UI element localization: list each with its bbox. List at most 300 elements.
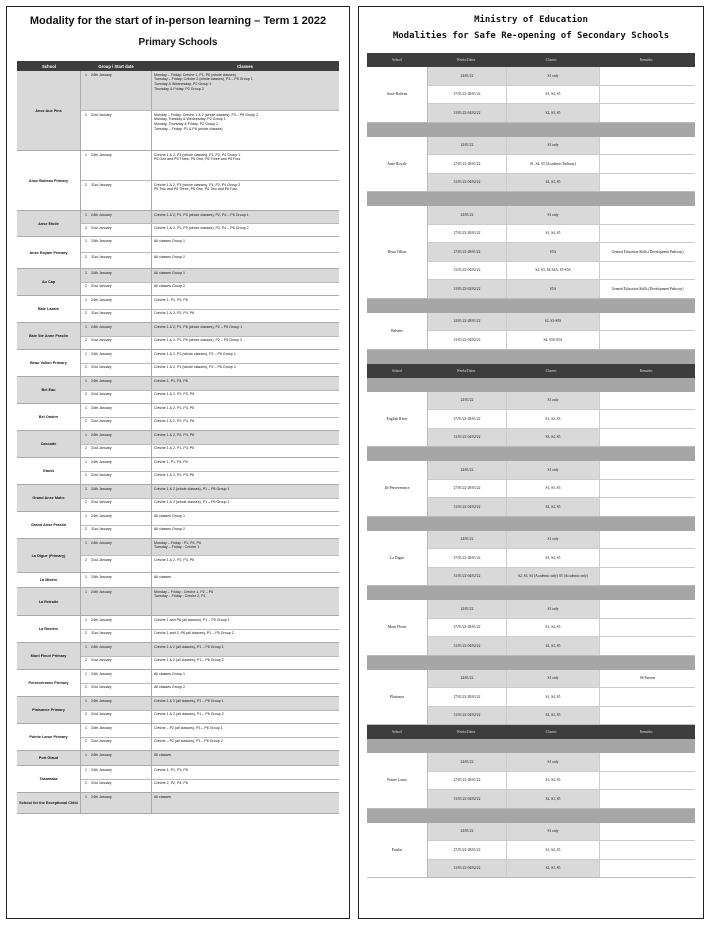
table-row [81,724,339,738]
secondary-table-header [367,725,695,739]
group-number: 2 [85,365,87,369]
classes-text: S2, S3-S5S [507,313,600,331]
week-dates: 24/01/22-28/01/22 [428,313,507,331]
classes-text: S1, S4, S5 [507,619,600,637]
remarks-text [600,619,695,637]
classes-text: S1, S4, S5 [507,225,600,243]
school-group [17,766,339,793]
remarks-text [600,262,695,280]
remarks-text [600,461,695,479]
school-group [17,404,339,431]
start-date: 31st January [91,526,152,539]
classes-text: S1, S4, S5 [507,772,600,790]
school-name: Bel Eau [17,377,81,403]
header-weeks-dates: Weeks/Dates [456,730,476,734]
section-divider [367,739,695,753]
week-dates: 27/01/22-28/01/22 [428,772,507,790]
classes-text: All classes [154,574,171,579]
classes-text: S5A [507,280,600,298]
classes-text: Crèche – P2 (all classes), P3 – P6 Group 1 [154,725,223,730]
classes-text: All classes Group 2 [154,254,185,259]
remarks-text [600,410,695,428]
remarks-text [600,313,695,331]
remarks-text [600,225,695,243]
table-row [81,151,339,181]
table-row [428,155,695,174]
table-row [81,670,339,684]
classes-text: Crèche 1 & 2, P2, P3, P5 [154,557,195,562]
remarks-text [600,155,695,173]
table-row [81,485,339,499]
table-row [428,480,695,499]
group-number: 2 [85,712,87,716]
start-date: 24th January [91,151,152,180]
group-number: 2 [85,225,87,230]
school-name: Au Cap [17,269,81,295]
school-group [367,137,695,193]
table-row [81,526,339,539]
start-date: 24th January [91,485,152,498]
start-date: 24th January [91,643,152,656]
table-row [428,600,695,619]
group-number: 1 [85,459,87,464]
table-row [81,738,339,751]
start-date: 31st January [91,472,152,485]
classes-text: S1, S4, S5 [507,86,600,104]
remarks-text [600,429,695,447]
table-row [428,772,695,791]
group-number: 1 [85,767,87,772]
school-group [367,313,695,350]
remarks-text: S6 Parents [600,670,695,688]
classes-text: Monday – Friday : P1, P4, P6 Tuesday – Friday : Crèche 1 [154,540,201,550]
group-number: 2 [85,527,87,531]
school-group [367,670,695,726]
section-divider [367,656,695,670]
classes-text: All classes Group 2 [154,685,185,689]
table-row [428,637,695,655]
table-row [81,431,339,445]
start-date: 31st January [91,181,152,210]
ministry-title: Ministry of Education [474,15,588,25]
table-row [81,350,339,364]
table-row [428,498,695,516]
classes-text: S2, S3, S5 [507,790,600,808]
start-date: 31st January [91,391,152,404]
school-name: La Digue (Primary) [17,539,81,572]
school-group [367,823,695,879]
start-date: 31st January [91,418,152,431]
start-date: 24th January [91,71,152,110]
remarks-text [600,498,695,516]
school-name: Anse Royale Primary [17,237,81,268]
group-number: 2 [85,557,87,562]
remarks-text [600,841,695,859]
start-date: 24th January [91,237,152,252]
classes-text: S1, S3, S5 [507,480,600,498]
classes-text: Crèche 1 and 2, P6 (all classes), P1 – P5 Group 2 [154,631,234,635]
start-date: 31st January [91,224,152,236]
table-row [81,71,339,111]
start-date: 24th January [91,404,152,417]
school-group [17,512,339,539]
week-dates: 27/01/22-28/01/22 [428,841,507,859]
group-number: 2 [85,182,87,187]
section-divider [367,299,695,313]
remarks-text [600,790,695,808]
school-group [17,588,339,616]
start-date: 31st January [91,780,152,793]
remarks-text [600,549,695,567]
secondary-schools-page [358,6,704,919]
start-date: 24th January [91,724,152,737]
remarks-text [600,480,695,498]
header-group-start-date: Group / Start date [98,63,134,69]
classes-text: Crèche 1 & 2 (all classes), P1 – P6 Group 1 [154,698,224,703]
classes-text: S1 only [507,392,600,410]
secondary-page-subtitle: Modalities for Safe Re-opening of Secondary Schools [392,31,670,41]
school-name: English River [367,392,428,447]
table-row [81,556,339,572]
remarks-text: General Education Skills (Development Pathway) [600,243,695,261]
primary-page-subtitle: Primary Schools [138,37,218,48]
remarks-text [600,206,695,224]
school-name: La Digue [367,531,428,586]
week-dates: 27/01/22-28/01/22 [428,688,507,706]
table-row [81,310,339,323]
section-divider [367,517,695,531]
classes-text: Crèche 1 & 2, P1 (whole classes), P2 – P6 Group 1 [154,351,236,356]
classes-text: Crèche 1, P1, P3, P5 [154,297,188,302]
table-row [428,429,695,447]
table-row [81,323,339,337]
classes-text: Crèche 1 & 2, P1, P6 (whole classes), P2 – P5 Group 2 [154,338,243,342]
section-divider [367,447,695,461]
table-row [428,67,695,86]
school-group [17,237,339,269]
table-row [81,181,339,210]
classes-text: Crèche 1 & 2, P2, P4, P6 [154,432,195,437]
start-date: 31st January [91,711,152,724]
table-row [428,280,695,298]
week-dates: 31/01/22-04/02/22 [428,637,507,655]
week-dates: 31/01/22-04/02/22 [428,104,507,122]
school-group [17,697,339,724]
school-group [17,211,339,237]
table-row [81,512,339,526]
group-number: 1 [85,72,87,77]
school-name: La Retraite [17,588,81,615]
classes-text: Crèche 1 & 2, P1, P3 (whole classes), P2, P4 – P6 Group 1 [154,212,249,217]
week-dates: 27/01/22-28/01/22 [428,243,507,261]
start-date: 24th January [91,431,152,444]
week-dates: 24/01/22 [428,531,507,549]
classes-text: S1 only [507,461,600,479]
table-row [428,619,695,638]
remarks-text [600,531,695,549]
school-name: Plaisance Primary [17,697,81,723]
week-dates: 24/01/22 [428,392,507,410]
table-row [81,711,339,724]
table-row [428,225,695,244]
table-row [81,391,339,404]
school-group [17,485,339,512]
table-row [81,643,339,657]
week-dates: 31/01/22-04/02/22 [428,790,507,808]
classes-text: All classes [154,752,171,757]
school-name: Mont Fleuri [367,600,428,655]
school-name: Grand Anse Praslin [17,512,81,538]
start-date: 24th January [91,458,152,471]
group-number: 1 [85,644,87,649]
header-school: School [392,58,402,62]
table-row [81,283,339,296]
start-date: 31st January [91,337,152,350]
school-name: Glacis [17,458,81,484]
table-row [428,104,695,122]
school-name: Anse Etoile [17,211,81,236]
classes-text: S2, S3, S5 [507,174,600,192]
header-classes: Classes [545,58,557,62]
week-dates: 31/01/22-04/02/22 [428,568,507,586]
week-dates: 31/01/22-04/02/22 [428,174,507,192]
school-name: Persévérance Primary [17,670,81,696]
start-date: 24th January [91,616,152,629]
start-date: 24th January [91,766,152,779]
table-row [428,753,695,772]
table-row [81,111,339,150]
group-number: 1 [85,238,87,243]
start-date: 24th January [91,512,152,525]
group-number: 2 [85,685,87,689]
start-date: 31st January [91,364,152,377]
group-number: 2 [85,739,87,743]
header-classes: Classes [545,368,557,373]
start-date: 24th January [91,573,152,587]
group-number: 1 [85,270,87,275]
school-name: Baie Lazare [17,296,81,322]
table-row [428,790,695,808]
remarks-text [600,637,695,655]
classes-text: Crèche 1 & 2, P1, P3 (whole classes), P2, P4 – P6 Group 2 [154,225,249,230]
school-group [17,71,339,151]
start-date: 24th January [91,751,152,765]
table-row [81,337,339,350]
table-row [81,458,339,472]
group-number: 1 [85,589,87,594]
group-number: 2 [85,781,87,785]
primary-schools-table [17,61,339,814]
start-date: 24th January [91,588,152,615]
table-row [428,568,695,586]
remarks-text [600,331,695,349]
group-number: 2 [85,311,87,315]
remarks-text [600,568,695,586]
classes-text: S1 only [507,670,600,688]
classes-text: Crèche 1 & 2, P2, P3, P6 [154,473,195,477]
table-row [81,657,339,670]
classes-text: S1, S4, S5 [507,841,600,859]
remarks-text [600,137,695,155]
week-dates: 24/01/22 [428,670,507,688]
school-group [367,753,695,809]
school-group [17,724,339,751]
classes-text: S5A [507,243,600,261]
table-row [81,766,339,780]
week-dates: 31/01/22-04/02/22 [428,262,507,280]
remarks-text [600,860,695,878]
classes-text: Monday – Friday : Crèche 1, P2 – P6 Tuesday – Friday : Crèche 2, P1 [154,589,214,599]
group-number: 1 [85,540,87,545]
table-row [81,377,339,391]
remarks-text [600,600,695,618]
classes-text: All classes Group 1 [154,238,185,243]
start-date: 24th January [91,296,152,309]
classes-text: Crèche – P2 (all classes), P3 – P6 Group 2 [154,739,223,743]
primary-table-header [17,61,339,71]
classes-text: S1, S4, S5 (Academic Pathway) [507,155,600,173]
remarks-text [600,753,695,771]
school-group [367,531,695,587]
classes-text: Crèche 1 & 2, P3 (whole classes), P1, P2, P4 Group 2 P5 Two and P5 Three, P6 One, P6 Two and P6 Four [154,182,241,192]
classes-text: Crèche 1, P1, P4, P5 [154,459,188,464]
table-row [81,780,339,793]
week-dates: 31/01/22-04/02/22 [428,429,507,447]
header-remarks: Remarks [639,368,653,373]
table-row [81,697,339,711]
table-row [81,211,339,224]
group-number: 1 [85,405,87,410]
table-row [81,364,339,377]
remarks-text [600,86,695,104]
table-row [81,296,339,310]
school-name: Belonie [367,313,428,349]
classes-text: Crèche 2, P2, P4, P6 [154,781,188,785]
classes-text: S2, S3, S5 [507,860,600,878]
classes-text: Crèche 1 & 2, P1 (whole classes), P2 – P6 Group 2 [154,365,236,369]
header-school: School [42,63,56,69]
table-row [81,751,339,765]
group-number: 1 [85,324,87,329]
week-dates: 31/01/22-04/02/22 [428,331,507,349]
classes-text: Crèche 1 & 2, P1, P3, P5 [154,405,195,410]
remarks-text [600,67,695,85]
section-divider [367,378,695,392]
start-date: 31st January [91,738,152,751]
remarks-text [600,392,695,410]
table-row [428,670,695,689]
start-date: 24th January [91,377,152,390]
school-name: Bel Ombre [17,404,81,430]
school-group [17,431,339,458]
group-number: 1 [85,725,87,730]
table-row [428,243,695,262]
header-classes: Classes [545,730,557,734]
table-row [428,331,695,349]
group-number: 1 [85,671,87,676]
classes-text: Crèche 1, P1, P3, P5 [154,767,188,772]
school-name: Takamaka [17,766,81,792]
table-row [81,684,339,697]
group-number: 2 [85,392,87,396]
section-divider [367,809,695,823]
school-name: Anse Boileau [367,67,428,122]
school-name: La Rosière [17,616,81,642]
school-name: Pointe Larue [367,753,428,808]
start-date: 24th January [91,211,152,223]
table-row [428,392,695,411]
start-date: 24th January [91,269,152,282]
school-name: Mont Fleuri Primary [17,643,81,669]
start-date: 31st January [91,499,152,512]
group-number: 2 [85,500,87,504]
school-name: La Misère [17,573,81,587]
week-dates: 24/01/22 [428,753,507,771]
table-row [428,841,695,860]
school-name: Anse Aux Pins [17,71,81,150]
table-row [428,461,695,480]
group-number: 1 [85,432,87,437]
section-divider [367,123,695,137]
group-number: 2 [85,419,87,423]
week-dates: 24/01/22 [428,137,507,155]
school-name: Grand Anse Mahe [17,485,81,511]
classes-text: Crèche 1 & 2 (all classes), P1 – P6 Group 2 [154,712,224,716]
classes-text: Crèche 1 and P6 (all classes), P1 – P5 Group 1 [154,617,230,622]
header-weeks-dates: Weeks/Dates [456,58,476,62]
table-row [428,707,695,725]
start-date: 31st January [91,253,152,268]
table-row [428,262,695,281]
classes-text: S2, S3, S4 (Academic only) S5 (Academic only) [507,568,600,586]
table-row [81,793,339,813]
classes-text: All classes Group 1 [154,513,185,518]
week-dates: 27/01/22-28/01/22 [428,619,507,637]
table-row [81,539,339,556]
group-number: 1 [85,698,87,703]
table-row [81,418,339,431]
week-dates: 24/01/22 [428,67,507,85]
remarks-text [600,174,695,192]
group-number: 1 [85,378,87,383]
school-group [367,600,695,656]
school-name: School for the Exceptional Child [17,793,81,813]
start-date: 24th January [91,323,152,336]
table-row [428,313,695,332]
week-dates: 27/01/22-28/01/22 [428,410,507,428]
group-number: 2 [85,112,87,117]
school-group [17,151,339,211]
start-date: 24th January [91,670,152,683]
school-group [17,350,339,377]
table-row [81,445,339,458]
start-date: 31st January [91,630,152,643]
classes-text: S2, S4, S5 [507,498,600,516]
classes-text: Crèche 1 & 2 (all classes), P1 – P6 Group 1 [154,644,224,649]
group-number: 1 [85,297,87,302]
school-group [17,751,339,766]
group-number: 2 [85,473,87,477]
week-dates: 31/01/22-04/02/22 [428,707,507,725]
classes-text: S1, S4, S5 [507,549,600,567]
table-row [81,224,339,236]
section-divider [367,192,695,206]
table-row [428,174,695,192]
group-number: 1 [85,513,87,518]
classes-text: S1 only [507,67,600,85]
table-row [81,616,339,630]
school-name: Praslin [367,823,428,878]
